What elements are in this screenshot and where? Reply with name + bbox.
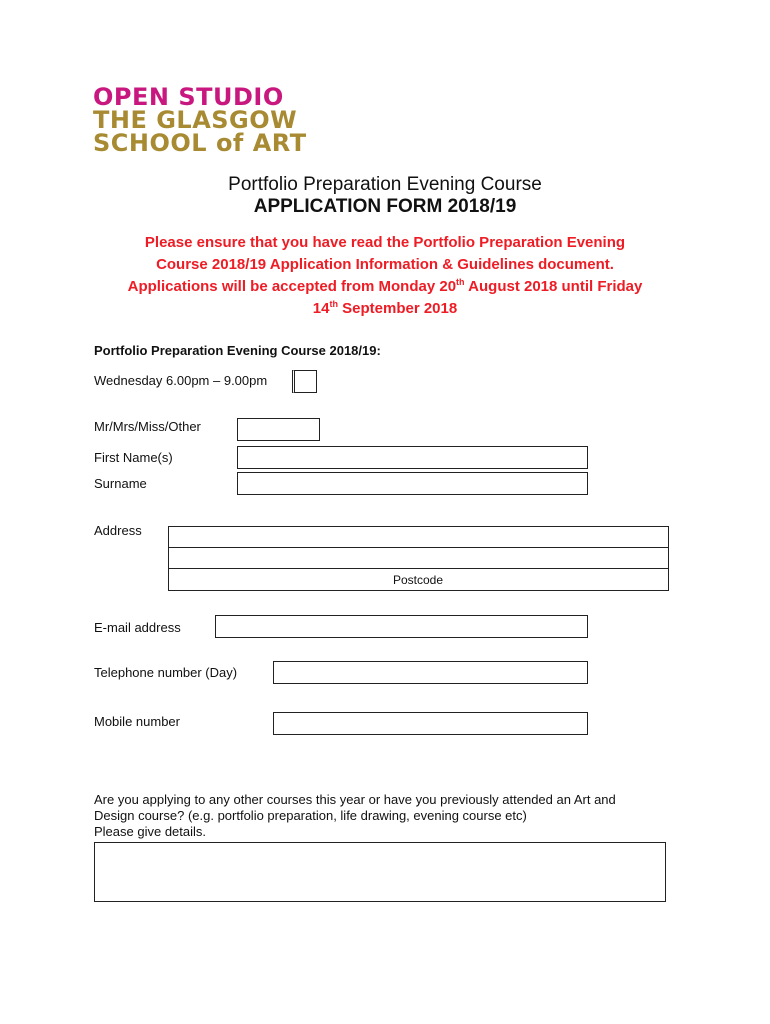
mobile-field[interactable] (273, 712, 588, 735)
telephone-field[interactable] (273, 661, 588, 684)
logo-school-of-art: SCHOOL of ART (93, 129, 307, 157)
postcode-label: Postcode (392, 573, 444, 587)
mobile-label: Mobile number (94, 714, 180, 729)
course-section-heading: Portfolio Preparation Evening Course 2018/19: (94, 343, 381, 358)
other-courses-details-field[interactable] (94, 842, 666, 902)
notice-line-1: Please ensure that you have read the Portfolio Preparation Evening (144, 234, 626, 251)
notice-line-3-rest: August 2018 until Friday (464, 278, 643, 295)
other-courses-question (94, 792, 694, 840)
notice-line-3-sup: th (456, 277, 465, 287)
surname-field[interactable] (237, 472, 588, 495)
application-notice (60, 232, 710, 320)
title-label: Mr/Mrs/Miss/Other (94, 419, 201, 434)
notice-line-3-text: Applications will be accepted from Monday 20 (127, 278, 457, 295)
email-field[interactable] (215, 615, 588, 638)
address-line-1-field[interactable] (168, 526, 669, 548)
course-title: Portfolio Preparation Evening Course (228, 174, 542, 195)
first-name-label: First Name(s) (94, 450, 173, 465)
notice-line-3 (60, 276, 710, 298)
title-field[interactable] (237, 418, 320, 441)
first-name-field[interactable] (237, 446, 588, 469)
logo-open-studio: OPEN STUDIO (93, 83, 284, 111)
other-courses-line-3: Please give details. (94, 824, 207, 839)
wednesday-checkbox[interactable] (292, 370, 317, 393)
logo-the-glasgow: THE GLASGOW (93, 106, 298, 134)
form-title: APPLICATION FORM 2018/19 (253, 196, 517, 217)
notice-line-4-text: 14 (312, 300, 330, 317)
notice-line-4-sup: th (329, 299, 338, 309)
telephone-label: Telephone number (Day) (94, 665, 238, 680)
address-label: Address (94, 523, 142, 538)
notice-line-4-rest: September 2018 (337, 300, 458, 317)
email-label: E-mail address (94, 620, 181, 635)
address-line-2-field[interactable] (168, 547, 669, 569)
other-courses-line-2: Design course? (e.g. portfolio preparation, life drawing, evening course etc) (94, 808, 527, 823)
notice-line-2: Course 2018/19 Application Information & Guidelines document. (156, 256, 614, 273)
surname-label: Surname (94, 476, 147, 491)
wednesday-option-label: Wednesday 6.00pm – 9.00pm (94, 373, 268, 388)
other-courses-line-1: Are you applying to any other courses this year or have you previously attended an Art and (94, 792, 616, 807)
notice-line-4 (60, 298, 710, 320)
